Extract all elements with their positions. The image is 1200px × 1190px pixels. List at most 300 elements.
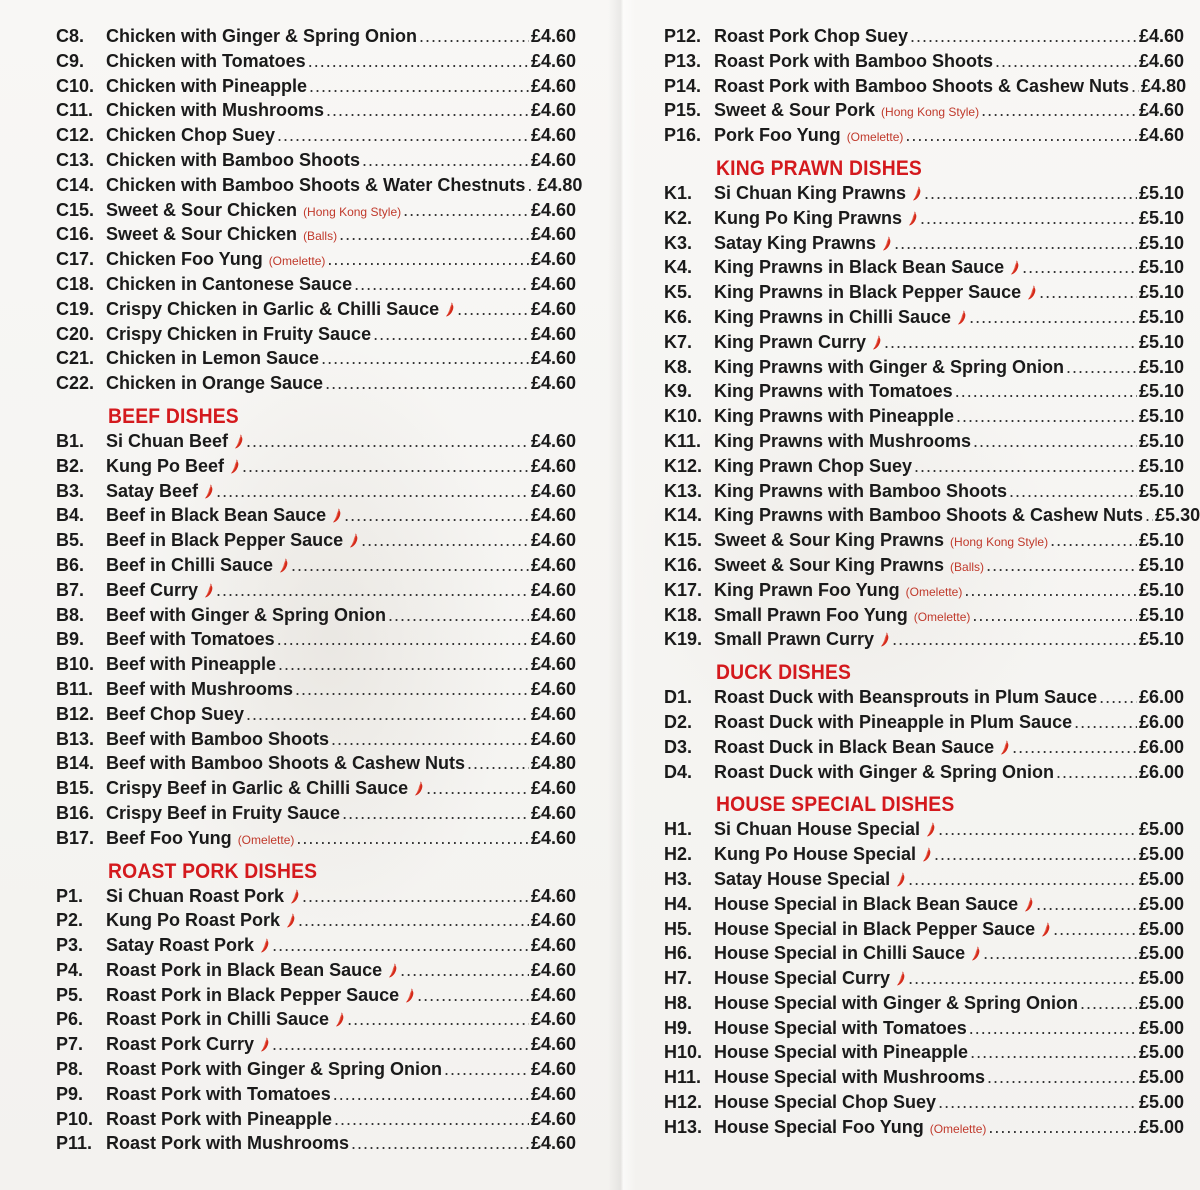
item-name: Crispy Chicken in Garlic & Chilli Sauce [106,298,440,319]
menu-section [56,859,576,1157]
item-name: Beef with Tomatoes [106,629,275,650]
menu-item [664,404,1184,429]
leader-dots [277,627,529,652]
item-price: £4.60 [530,480,576,501]
menu-item [56,751,576,776]
menu-item [664,330,1184,355]
item-name: Si Chuan King Prawns [714,182,907,203]
item-price: £4.60 [530,149,576,170]
menu-item [56,933,576,958]
menu-item [56,148,576,173]
leader-dots [983,941,1137,966]
leader-dots [924,181,1137,206]
leader-dots [1050,528,1137,553]
item-price: £5.10 [1138,232,1184,253]
menu-item [56,983,576,1008]
item-name: Crispy Beef in Fruity Sauce [106,802,341,823]
item-price: £5.10 [1138,406,1184,427]
menu-item [56,272,576,297]
menu-item [664,231,1184,256]
item-name: King Prawns in Black Pepper Sauce [714,282,1022,303]
item-name: Beef with Ginger & Spring Onion [106,604,387,625]
chili-pepper-icon [279,558,289,573]
item-code: B6. [56,554,85,575]
item-code: H3. [664,868,693,889]
menu-section [56,24,583,396]
item-price: £4.60 [530,1083,576,1104]
item-price: £4.60 [530,348,576,369]
item-price: £4.60 [530,1108,576,1129]
item-code: K1. [664,182,693,203]
item-code: H8. [664,992,693,1013]
chili-pepper-icon [1024,897,1034,912]
chili-pepper-icon [405,988,415,1003]
item-name: Roast Pork in Chilli Sauce [106,1009,330,1030]
menu-item [664,941,1184,966]
menu-item [56,1032,576,1057]
leader-dots [334,1107,529,1132]
leader-dots [333,1082,529,1107]
item-name: Roast Pork with Ginger & Spring Onion [106,1059,443,1080]
leader-dots [914,454,1137,479]
menu-item [664,454,1184,479]
item-price: £6.00 [1138,736,1184,757]
leader-dots [354,272,529,297]
item-price: £4.60 [530,910,576,931]
item-price: £4.60 [530,323,576,344]
menu-item [664,627,1184,652]
item-code: B10. [56,654,95,675]
menu-section [664,792,1184,1139]
item-price: £4.60 [530,430,576,451]
item-price: £5.10 [1138,530,1184,551]
item-price: £6.00 [1138,761,1184,782]
item-price: £4.60 [1138,50,1184,71]
leader-dots [969,1016,1137,1041]
leader-dots [1009,479,1137,504]
menu-item [56,801,576,826]
item-name: King Prawns with Bamboo Shoots & Cashew Nuts [714,505,1144,526]
menu-item [56,222,576,247]
item-price: £5.10 [1138,356,1184,377]
item-name: Sweet & Sour King Prawns [714,530,945,551]
item-name: Satay House Special [714,868,891,889]
item-code: K4. [664,257,693,278]
leader-dots [298,908,529,933]
chili-pepper-icon [260,938,270,953]
menu-item [56,776,576,801]
item-price: £5.00 [1138,943,1184,964]
item-price: £4.60 [530,827,576,848]
item-code: C9. [56,50,85,71]
menu-item [56,958,576,983]
chili-pepper-icon [230,459,240,474]
item-price: £4.60 [530,778,576,799]
leader-dots [1036,892,1137,917]
leader-dots [444,1057,529,1082]
item-price: £5.10 [1138,381,1184,402]
menu-section [664,156,1200,652]
leader-dots [964,578,1137,603]
leader-dots [894,231,1137,256]
item-name: House Special with Mushrooms [714,1067,986,1088]
item-price: £5.30 [1155,505,1200,526]
chili-pepper-icon [332,508,342,523]
menu-item [664,305,1184,330]
item-price: £5.10 [1138,629,1184,650]
menu-item [56,627,576,652]
menu-item [664,24,1184,49]
item-code: K3. [664,232,693,253]
item-code: K9. [664,381,693,402]
leader-dots [388,603,529,628]
menu-item [664,1090,1184,1115]
leader-dots [347,1007,529,1032]
item-price: £5.10 [1138,480,1184,501]
chili-pepper-icon [880,632,890,647]
item-name: Chicken with Tomatoes [106,50,306,71]
item-code: B4. [56,505,85,526]
item-code: K16. [664,554,703,575]
leader-dots [344,503,529,528]
item-code: K19. [664,629,703,650]
item-code: H12. [664,1092,703,1113]
item-code: K12. [664,455,703,476]
item-code: C14. [56,174,95,195]
leader-dots [1039,280,1137,305]
leader-dots [302,884,529,909]
section-items [664,24,1187,148]
item-code: P10. [56,1108,94,1129]
item-code: K10. [664,406,703,427]
leader-dots [1145,503,1153,528]
item-price: £4.60 [530,678,576,699]
chili-pepper-icon [912,186,922,201]
item-name: King Prawns with Mushrooms [714,430,972,451]
item-price: £4.60 [530,273,576,294]
leader-dots [1066,355,1137,380]
menu-item [56,908,576,933]
leader-dots [938,1090,1137,1115]
section-items [56,429,576,851]
item-name: Chicken with Ginger & Spring Onion [106,26,418,46]
leader-dots [216,479,529,504]
item-name: House Special with Tomatoes [714,1017,967,1038]
menu-item [664,280,1184,305]
menu-item [664,553,1184,578]
menu-item [56,1007,576,1032]
item-name: Chicken in Lemon Sauce [106,348,320,369]
item-name: House Special with Ginger & Spring Onion [714,992,1079,1013]
menu-item [56,198,576,223]
item-name: King Prawn Curry [714,331,867,352]
item-code: C12. [56,125,95,146]
menu-item [664,74,1187,99]
chili-pepper-icon [926,822,936,837]
item-name: Roast Pork with Tomatoes [106,1083,331,1104]
item-code: C15. [56,199,95,220]
menu-item [56,98,576,123]
menu-item [664,1016,1184,1041]
item-name: Satay Beef [106,480,199,501]
leader-dots [457,297,529,322]
item-price: £4.60 [530,935,576,956]
item-price: £4.60 [1138,125,1184,146]
item-price: £5.10 [1138,430,1184,451]
item-name: Crispy Chicken in Fruity Sauce [106,323,372,344]
item-name: Roast Pork Curry [106,1034,255,1055]
item-price: £4.60 [530,50,576,71]
item-price: £5.00 [1138,1116,1184,1137]
item-name: King Prawns in Black Bean Sauce [714,257,1005,278]
menu-item [56,297,576,322]
leader-dots [995,49,1137,74]
item-name: Beef Curry [106,579,199,600]
item-code: B11. [56,678,94,699]
leader-dots [417,983,529,1008]
item-code: H10. [664,1042,703,1063]
item-name: Beef with Mushrooms [106,678,294,699]
leader-dots [1022,255,1137,280]
menu-item [56,247,576,272]
section-items [56,24,583,396]
chili-pepper-icon [872,335,882,350]
item-code: H11. [664,1067,702,1088]
menu-item [664,892,1184,917]
chili-pepper-icon [896,971,906,986]
item-code: P3. [56,935,84,956]
item-code: P11. [56,1133,93,1154]
item-name: Si Chuan House Special [714,819,921,840]
menu-item [664,710,1184,735]
menu-item [56,371,576,396]
menu-item [56,652,576,677]
item-price: £5.00 [1138,893,1184,914]
leader-dots [1053,917,1137,942]
item-price: £6.00 [1138,687,1184,708]
leader-dots [278,652,529,677]
item-name: King Prawns with Bamboo Shoots [714,480,1008,501]
item-note: (Omelette) [846,130,904,145]
item-code: H2. [664,844,693,865]
item-code: P13. [664,50,702,71]
item-price: £4.60 [530,100,576,121]
menu-item [664,917,1184,942]
chili-pepper-icon [1027,285,1037,300]
menu-item [56,74,576,99]
leader-dots [970,1040,1137,1065]
item-price: £4.60 [530,554,576,575]
section-items [56,884,576,1157]
leader-dots [987,1065,1137,1090]
item-price: £5.10 [1138,182,1184,203]
chili-pepper-icon [260,1037,270,1052]
leader-dots [934,842,1137,867]
item-price: £5.10 [1138,331,1184,352]
item-code: P5. [56,984,84,1005]
leader-dots [426,776,529,801]
leader-dots [938,817,1137,842]
item-code: C8. [56,26,85,46]
item-price: £4.60 [530,373,576,394]
leader-dots [884,330,1137,355]
item-code: C11. [56,100,94,121]
leader-dots [242,454,529,479]
leader-dots [419,24,529,49]
item-code: K13. [664,480,703,501]
leader-dots [908,867,1137,892]
item-code: K11. [664,430,702,451]
item-name: King Prawn Foo Yung [714,579,900,600]
leader-dots [403,198,529,223]
left-column [56,24,583,1156]
item-code: B12. [56,703,95,724]
item-name: Sweet & Sour Chicken [106,199,298,220]
leader-dots [955,379,1137,404]
item-price: £4.60 [530,802,576,823]
menu-item [56,553,576,578]
menu-section [664,660,1184,784]
leader-dots [920,206,1137,231]
item-price: £4.60 [530,224,576,245]
item-code: C18. [56,273,95,294]
item-price: £4.60 [530,530,576,551]
item-code: H13. [664,1116,703,1137]
page-fold [608,0,636,1190]
leader-dots [246,702,529,727]
menu-item [56,503,576,528]
item-name: Beef in Chilli Sauce [106,554,274,575]
item-name: Sweet & Sour Pork [714,100,876,121]
menu-item [664,735,1184,760]
chili-pepper-icon [204,583,214,598]
item-name: House Special Foo Yung [714,1116,924,1137]
item-name: Si Chuan Roast Pork [106,885,285,906]
item-code: K17. [664,579,703,600]
menu-item [664,817,1184,842]
item-price: £5.10 [1138,579,1184,600]
menu-item [664,528,1184,553]
item-price: £4.60 [530,703,576,724]
chili-pepper-icon [882,236,892,251]
leader-dots [326,98,529,123]
item-code: B5. [56,530,85,551]
section-items [664,817,1184,1139]
item-name: Chicken Chop Suey [106,125,276,146]
item-code: D3. [664,736,693,757]
item-price: £4.60 [530,26,576,46]
item-note: (Balls) [950,559,985,574]
item-code: K7. [664,331,693,352]
item-price: £5.10 [1138,604,1184,625]
leader-dots [373,322,529,347]
chili-pepper-icon [349,533,359,548]
item-name: Kung Po Beef [106,455,225,476]
item-code: B16. [56,802,95,823]
item-code: P14. [664,75,702,96]
menu-item [56,49,576,74]
item-price: £5.00 [1138,918,1184,939]
menu-item [56,702,576,727]
item-name: Crispy Beef in Garlic & Chilli Sauce [106,778,409,799]
leader-dots [321,346,529,371]
menu-item [664,206,1184,231]
leader-dots [908,966,1137,991]
item-name: Roast Pork with Bamboo Shoots & Cashew Nuts [714,75,1130,96]
item-name: Small Prawn Foo Yung [714,604,908,625]
item-code: D1. [664,687,693,708]
leader-dots [981,98,1137,123]
item-price: £5.00 [1138,1017,1184,1038]
item-price: £4.60 [530,654,576,675]
menu-item [56,173,583,198]
item-note: (Omelette) [929,1121,987,1136]
menu-item [56,826,576,851]
menu-item [664,123,1184,148]
item-name: Kung Po House Special [714,844,917,865]
section-title: ROAST PORK DISHES [108,859,318,883]
item-name: Sweet & Sour King Prawns [714,554,945,575]
item-code: K15. [664,530,703,551]
item-price: £5.10 [1138,282,1184,303]
item-name: Roast Pork in Black Pepper Sauce [106,984,400,1005]
item-code: C19. [56,298,95,319]
leader-dots [973,429,1137,454]
leader-dots [339,222,529,247]
item-price: £5.00 [1138,819,1184,840]
leader-dots [272,933,529,958]
menu-item [664,1065,1184,1090]
menu-item [56,1082,576,1107]
item-name: Satay King Prawns [714,232,877,253]
item-note: (Omelette) [237,832,295,847]
item-code: H4. [664,893,693,914]
item-code: K14. [664,505,703,526]
section-items [664,685,1184,784]
item-name: King Prawns with Pineapple [714,406,955,427]
item-code: H9. [664,1017,693,1038]
leader-dots [1056,760,1137,785]
item-price: £4.60 [530,984,576,1005]
item-code: B1. [56,430,85,451]
item-name: House Special Chop Suey [714,1092,937,1113]
item-code: P7. [56,1034,84,1055]
menu-item [664,842,1184,867]
leader-dots [216,578,529,603]
menu-item [56,884,576,909]
leader-dots [1131,74,1139,99]
menu-item [664,578,1184,603]
item-note: (Balls) [303,229,338,244]
item-name: Roast Duck with Ginger & Spring Onion [714,761,1055,782]
section-title: BEEF DISHES [108,404,239,428]
leader-dots [527,173,535,198]
item-code: C22. [56,373,95,394]
item-code: B3. [56,480,85,501]
item-name: Chicken Foo Yung [106,249,263,270]
item-code: B7. [56,579,85,600]
menu-item [56,479,576,504]
menu-item [664,760,1184,785]
menu-item [664,867,1184,892]
item-price: £4.80 [530,753,576,774]
item-name: Chicken in Cantonese Sauce [106,273,353,294]
item-note: (Hong Kong Style) [303,204,402,219]
leader-dots [325,371,529,396]
item-name: Beef in Black Bean Sauce [106,505,327,526]
item-name: Chicken with Pineapple [106,75,308,96]
item-name: Si Chuan Beef [106,430,229,451]
